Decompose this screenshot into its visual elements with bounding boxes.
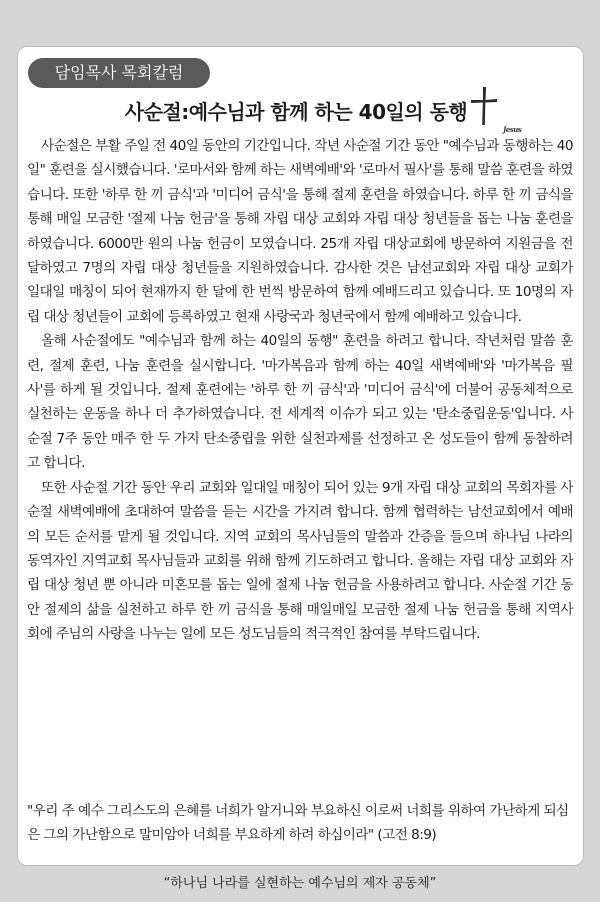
scripture-quote-text: "우리 주 예수 그리스도의 은혜를 너희가 알거니와 부요하신 이로써 너희를 위하여 가난하게 되심은 그의 가난함으로 말미암아 너희를 부요하게 하려 하심이라" (고전 8:9) <box>27 803 569 844</box>
cross-icon <box>469 86 499 126</box>
column-title <box>124 92 522 134</box>
scripture-quote <box>27 799 573 848</box>
paragraph: 또한 사순절 기간 동안 우리 교회와 일대일 매칭이 되어 있는 9개 자립 대상 교회의 목회자를 사순절 새벽예배에 초대하여 말씀을 듣는 시간을 가지려 합니다. 함께 협력하는 남선교회에서 예배의 모든 순서를 맡게 될 것입니다. 지역 교회의 목사님들의 말씀과 간증을 들으며 하나님 나라의 동역자인 지역교회 목사님들과 교회를 위해 함께 기도하려고 합니다. 올해는 자립 대상 교회와 자립 대상 청년 뿐 아니라 미혼모를 돕는 일에 절제 나눔 헌금을 사용하려고 합니다. 사순절 기간 동안 절제의 삶을 실천하고 하루 한 끼 금식을 통해 매일매일 모금한 절제 나눔 헌금을 통해 지역사회에 주님의 사랑을 나누는 일에 모든 성도님들의 적극적인 참여를 부탁드립니다. <box>27 479 573 643</box>
paragraph: 올해 사순절에도 "예수님과 함께 하는 40일의 동행" 훈련을 하려고 합니다. 작년처럼 말씀 훈련, 절제 훈련, 나눔 훈련을 실시합니다. '마가복음과 함께 하는 40일 새벽예배'와 '마가복음 필사'를 하게 될 것입니다. 절제 훈련에는 '하루 한 끼 금식'과 '미디어 금식'에 더불어 공동체적으로 실천하는 운동을 하나 더 추가하였습니다. 전 세계적 이슈가 되고 있는 '탄소중립운동'입니다. 사순절 7주 동안 매주 한 두 가지 탄소중립을 위한 실천과제를 선정하고 온 성도들이 함께 동참하려고 합니다. <box>27 333 573 472</box>
footer-motto: “하나님 나라를 실현하는 예수님의 제자 공동체” <box>163 876 437 891</box>
section-tag: 담임목사 목회칼럼 <box>28 58 210 88</box>
paragraph: 사순절은 부활 주일 전 40일 동안의 기간입니다. 작년 사순절 기간 동안 "예수님과 동행하는 40일" 훈련을 실시했습니다. '로마서와 함께 하는 새벽예배'와 '로마서 필사'를 통해 말씀 훈련을 하였습니다. 또한 '하루 한 끼 금식'과 '미디어 금식'을 통해 절제 훈련을 하였습니다. 하루 한 끼 금식을 통해 매일 모금한 '절제 나눔 헌금'을 통해 자립 대상 교회와 자립 대상 청년들을 돕는 나눔 훈련을 하였습니다. 6000만 원의 나눔 헌금이 모였습니다. 25개 자립 대상교회에 방문하여 지원금을 전달하였고 7명의 자립 대상 청년들을 지원하였습니다. 감사한 것은 남선교회와 자립 대상 교회가 일대일 매칭이 되어 현재까지 한 달에 한 번씩 방문하여 함께 예배드리고 있습니다. 또 10명의 자립 대상 청년들이 교회에 등록하였고 현재 사랑국과 청년국에서 함께 예배하고 있습니다. <box>27 138 573 325</box>
title-area <box>0 92 600 132</box>
column-body <box>27 134 573 647</box>
column-title-text: 사순절:예수님과 함께 하는 40일의 동행 <box>124 100 468 124</box>
cross-caption: Jesus <box>502 125 522 134</box>
